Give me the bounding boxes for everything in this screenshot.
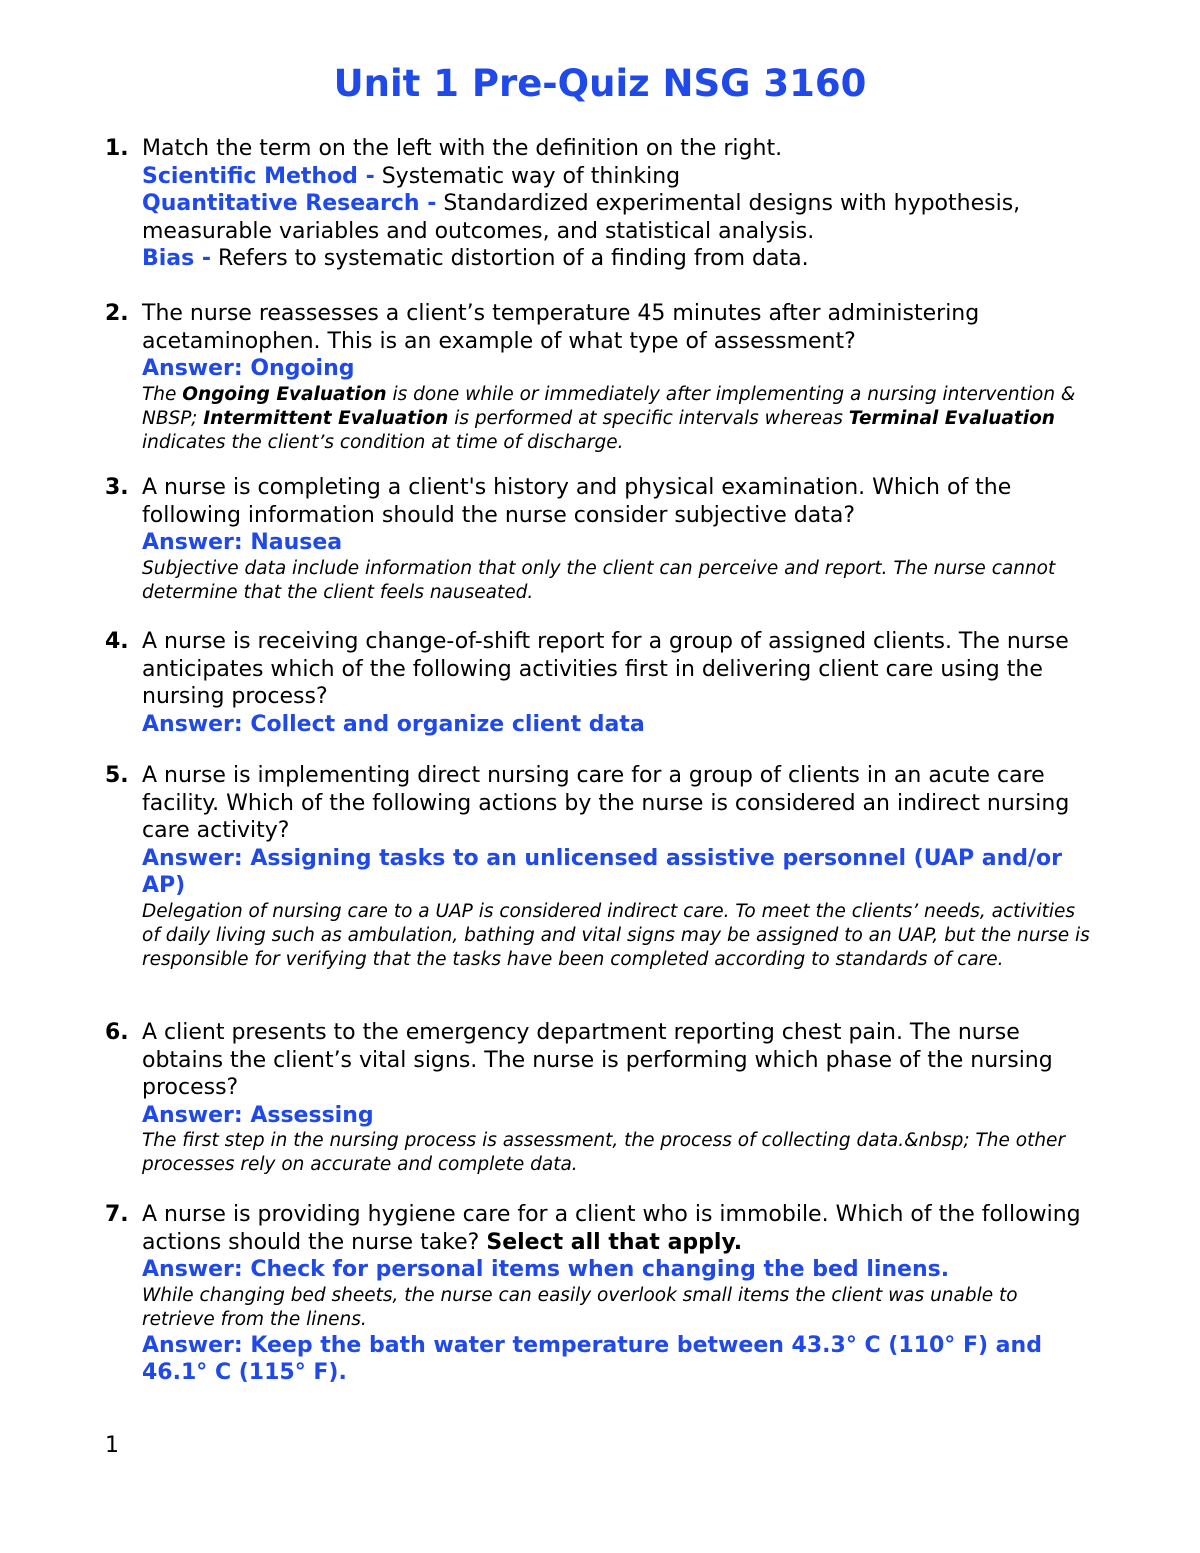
match-pair xyxy=(142,190,1095,245)
explanation: While changing bed sheets, the nurse can easily overlook small items the client was unable to retrieve from the linens. xyxy=(142,1284,1018,1330)
question-number: 5. xyxy=(105,763,129,788)
page-title: Unit 1 Pre-Quiz NSG 3160 xyxy=(333,62,867,105)
question-number: 6. xyxy=(105,1020,129,1045)
match-term: Quantitative Research - xyxy=(142,191,437,216)
match-pair xyxy=(142,245,1095,273)
explanation: The Ongoing Evaluation is done while or immediately after implementing a nursing intervention & NBSP; Intermittent Evaluation is performed at specific intervals whereas Terminal Evaluation indicates the client’s condition at time of discharge. xyxy=(142,383,1076,453)
match-term: Bias - xyxy=(142,246,212,271)
answer: Answer: Collect and organize client data xyxy=(142,711,645,737)
match-definition: Systematic way of thinking xyxy=(374,163,681,189)
question-prompt: A nurse is completing a client's history and physical examination. Which of the following information should the nurse consider subjective data? xyxy=(142,475,1012,528)
question-prompt: Match the term on the left with the definition on the right. xyxy=(142,136,783,161)
question-prompt: A client presents to the emergency department reporting chest pain. The nurse obtains the client’s vital signs. The nurse is performing which phase of the nursing process? xyxy=(142,1020,1053,1100)
answer: Answer: Ongoing xyxy=(142,356,355,381)
question-number: 4. xyxy=(105,629,129,654)
explanation: Subjective data include information that only the client can perceive and report. The nurse cannot determine that the client feels nauseated. xyxy=(142,557,1056,603)
question-5 xyxy=(105,762,1095,972)
question-3 xyxy=(105,474,1095,605)
question-6 xyxy=(105,1019,1095,1177)
match-term: Scientific Method - xyxy=(142,163,375,189)
explanation: Delegation of nursing care to a UAP is considered indirect care. To meet the clients’ needs, activities of daily living such as ambulation, bathing and vital signs may be assigned to an UAP, but the nurse is responsible for verifying that the tasks have been completed according to standards of care. xyxy=(142,900,1090,970)
question-2 xyxy=(105,300,1095,455)
question-prompt: A nurse is receiving change-of-shift report for a group of assigned clients. The nurse anticipates which of the following activities first in delivering client care using the nursing process? xyxy=(142,629,1069,709)
answer: Answer: Keep the bath water temperature between 43.3° C (110° F) and 46.1° C (115° F). xyxy=(142,1332,1042,1385)
select-all-note: Select all that apply. xyxy=(486,1229,743,1255)
answer: Answer: Nausea xyxy=(142,530,343,555)
question-7 xyxy=(105,1201,1095,1387)
question-4 xyxy=(105,628,1095,738)
explanation: The first step in the nursing process is assessment, the process of collecting data.&nbsp; The other processes rely on accurate and complete data. xyxy=(142,1130,1066,1175)
question-prompt: A nurse is providing hygiene care for a client who is immobile. Which of the following actions should the nurse take? Select all that apply. xyxy=(142,1202,1081,1255)
match-pair xyxy=(142,163,1095,191)
question-1 xyxy=(105,135,1095,273)
question-number: 7. xyxy=(105,1202,129,1227)
page-number: 1 xyxy=(105,1433,119,1458)
question-prompt: A nurse is implementing direct nursing care for a group of clients in an acute care facility. Which of the following actions by the nurse is considered an indirect nursing care activity? xyxy=(142,763,1070,843)
question-prompt: The nurse reassesses a client’s temperature 45 minutes after administering acetaminophen. This is an example of what type of assessment? xyxy=(142,301,980,354)
answer: Answer: Check for personal items when changing the bed linens. xyxy=(142,1257,950,1282)
match-definition: Standardized experimental designs with hypothesis, measurable variables and outcomes, and statistical analysis. xyxy=(142,191,1021,244)
question-number: 1. xyxy=(105,136,129,161)
question-number: 3. xyxy=(105,475,129,500)
answer: Answer: Assigning tasks to an unlicensed assistive personnel (UAP and/or AP) xyxy=(142,845,1062,898)
question-number: 2. xyxy=(105,301,129,326)
answer: Answer: Assessing xyxy=(142,1102,374,1128)
match-definition: Refers to systematic distortion of a finding from data. xyxy=(211,246,809,271)
